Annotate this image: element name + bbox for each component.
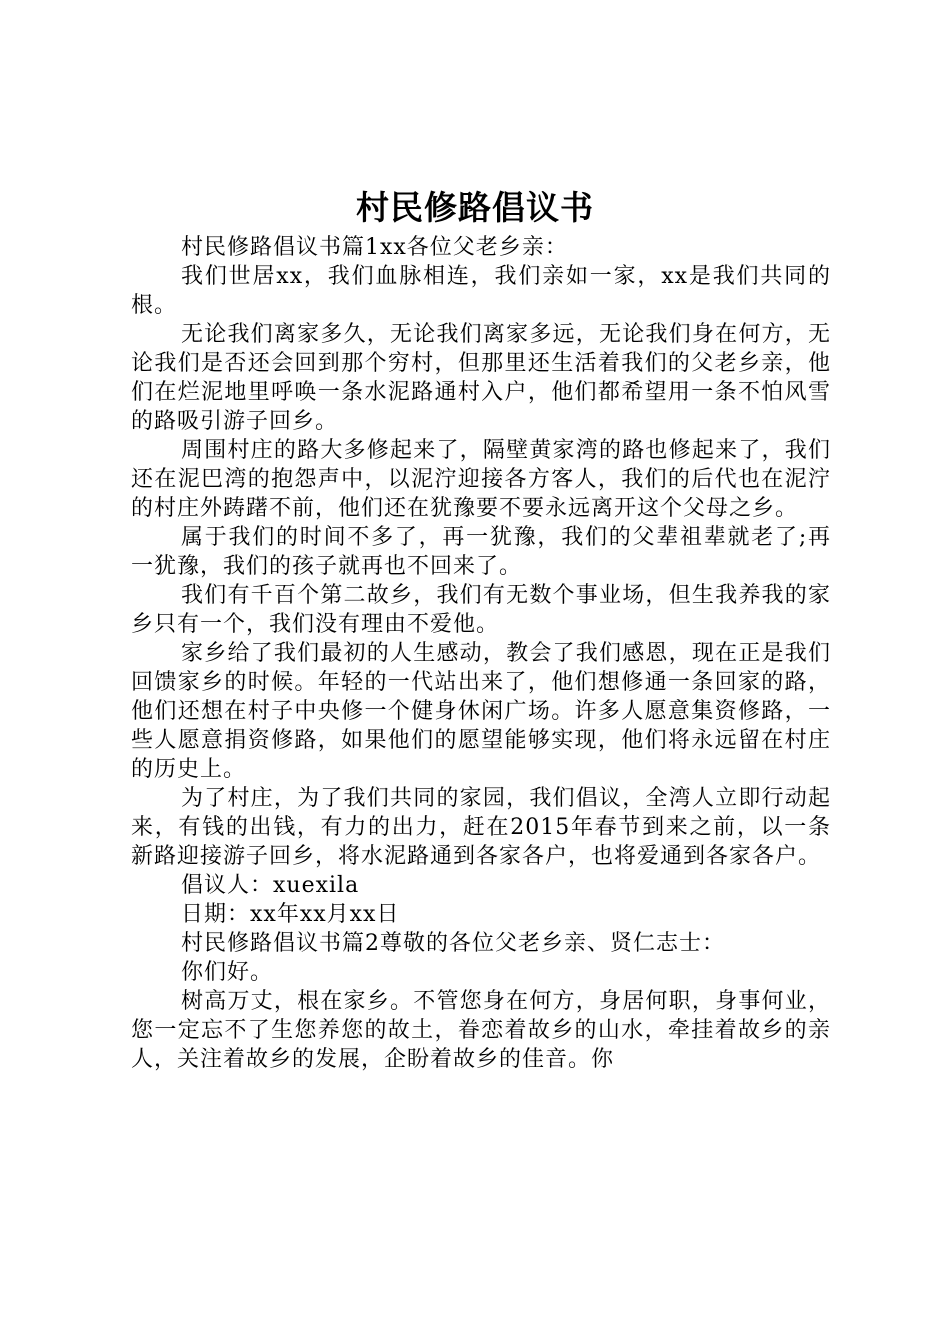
paragraph-4: 周围村庄的路大多修起来了，隔壁黄家湾的路也修起来了，我们还在泥巴湾的抱怨声中，以泥泞迎接各方客人，我们的后代也在泥泞的村庄外踌躇不前，他们还在犹豫要不要永远离开这个父母之乡。 <box>131 438 831 521</box>
paragraph-8: 为了村庄，为了我们共同的家园，我们倡议，全湾人立即行动起来，有钱的出钱，有力的出力，赶在2015年春节到来之前，以一条新路迎接游子回乡，将水泥路通到各家各户，也将爱通到各家各户。 <box>131 786 831 869</box>
greeting-line: 你们好。 <box>181 960 274 985</box>
paragraph-1: 村民修路倡议书篇1xx各位父老乡亲： <box>181 235 568 260</box>
paragraph-7: 家乡给了我们最初的人生感动，教会了我们感恩，现在正是我们回馈家乡的时候。年轻的一代站出来了，他们想修通一条回家的路，他们还想在村子中央修一个健身休闲广场。许多人愿意集资修路，一些人愿意捐资修路，如果他们的愿望能够实现，他们将永远留在村庄的历史上。 <box>131 641 831 782</box>
document-body <box>131 233 831 1074</box>
paragraph-5: 属于我们的时间不多了，再一犹豫，我们的父辈祖辈就老了;再一犹豫，我们的孩子就再也不回来了。 <box>131 525 831 579</box>
date-line: 日期：xx年xx月xx日 <box>181 902 400 927</box>
paragraph-11: 村民修路倡议书篇2尊敬的各位父老乡亲、贤仁志士： <box>181 931 725 956</box>
paragraph-13: 树高万丈，根在家乡。不管您身在何方，身居何职，身事何业，您一定忘不了生您养您的故土，眷恋着故乡的山水，牵挂着故乡的亲人，关注着故乡的发展，企盼着故乡的佳音。你 <box>131 989 831 1072</box>
paragraph-3: 无论我们离家多久，无论我们离家多远，无论我们身在何方，无论我们是否还会回到那个穷村，但那里还生活着我们的父老乡亲，他们在烂泥地里呼唤一条水泥路通村入户，他们都希望用一条不怕风雪的路吸引游子回乡。 <box>131 322 831 434</box>
signer-line: 倡议人：xuexila <box>181 873 360 898</box>
document-title: 村民修路倡议书 <box>356 188 594 227</box>
paragraph-2: 我们世居xx，我们血脉相连，我们亲如一家，xx是我们共同的根。 <box>131 264 831 318</box>
paragraph-6: 我们有千百个第二故乡，我们有无数个事业场，但生我养我的家乡只有一个，我们没有理由不爱他。 <box>131 583 831 637</box>
